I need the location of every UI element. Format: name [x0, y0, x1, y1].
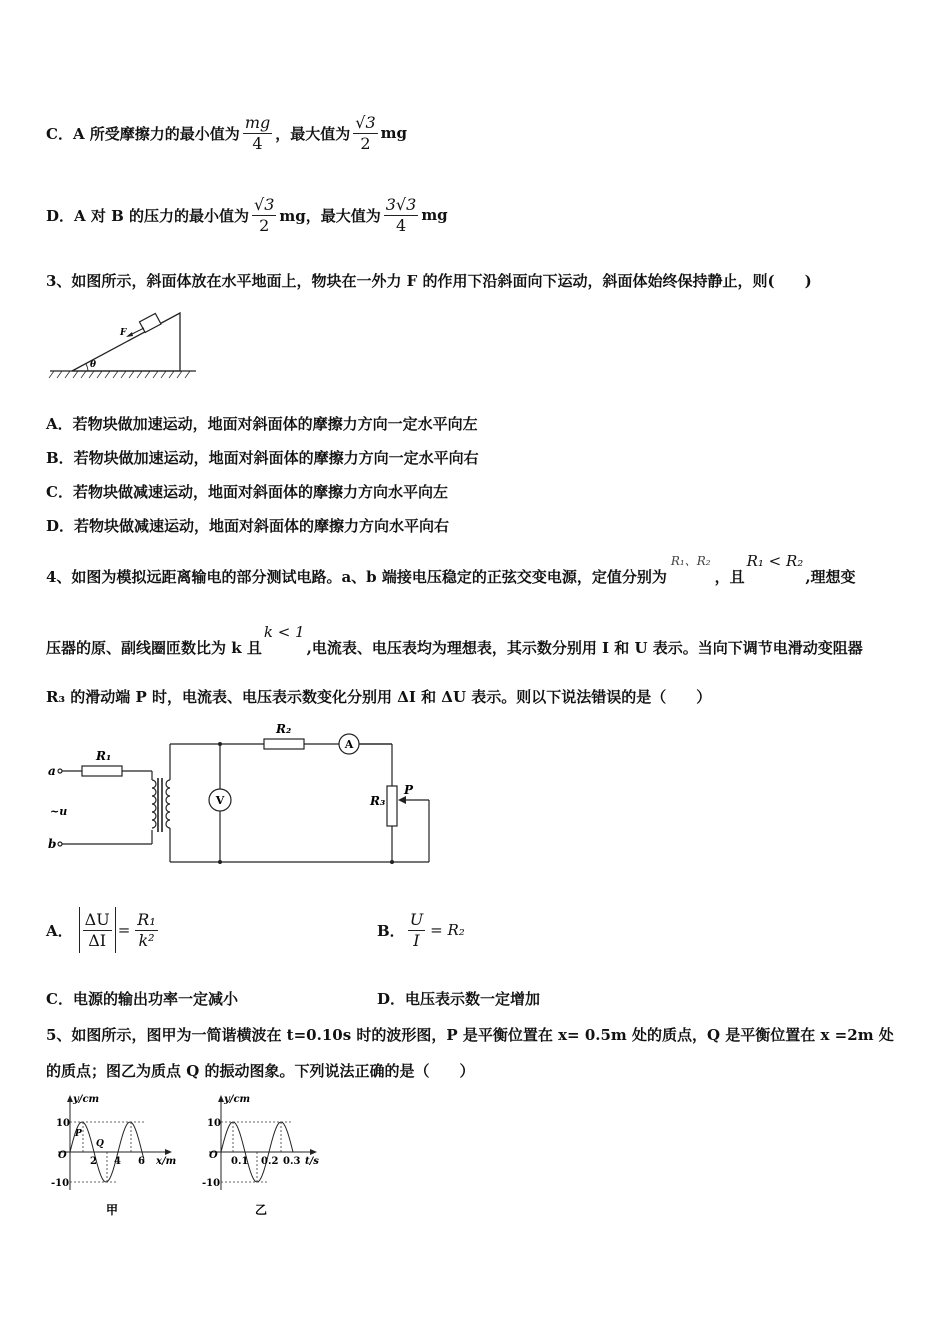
frac-numerator: √3 [254, 194, 275, 214]
ammeter-icon: A [344, 738, 354, 751]
q4-line2 [46, 623, 863, 659]
q4-option-b [377, 904, 465, 956]
q3-stem: 3、如图所示，斜面体放在水平地面上，物块在一外力 F 的作用下沿斜面向下运动，斜面体始终保持静止，则( ) [46, 272, 812, 290]
abs-bar-right [115, 907, 116, 953]
q5-vibration-graph [195, 1090, 330, 1220]
q4-option-a [46, 904, 161, 956]
frac-denominator: ΔI [88, 930, 107, 950]
q5-line1: 5、如图所示，图甲为一简谐横波在 t=0.10s 时的波形图，P 是平衡位置在 x= 0.5m 处的质点，Q 是平衡位置在 x =2m 处 [46, 1026, 894, 1044]
q4-option-a-label: A． [46, 921, 73, 940]
q4-r1r2: R₁、R₂ [670, 554, 711, 568]
q4-line1-end: ,理想变 [805, 568, 856, 586]
frac-denominator: 4 [252, 133, 263, 153]
frac-denominator: 2 [259, 215, 270, 235]
q4-condition: R₁ < R₂ [746, 552, 804, 570]
q2-option-c-frac1 [243, 113, 272, 154]
q2-option-d-tail: mg [421, 206, 448, 224]
point-p-label: P [75, 1129, 82, 1139]
point-q-label: Q [96, 1139, 104, 1149]
q4-line2-text: 压器的原、副线圈匝数比为 k 且 [46, 639, 262, 657]
q4-and: ，且 [714, 568, 745, 586]
q3-option-d: D．若物块做减速运动，地面对斜面体的摩擦力方向水平向右 [46, 517, 450, 535]
frac-denominator: 4 [395, 215, 407, 235]
wave-y-top-label: 10 [56, 1118, 70, 1129]
r1-label: R₁ [96, 749, 112, 763]
abs-bar-left [79, 907, 80, 953]
q2-option-c-label: C．A 所受摩擦力的最小值为 [46, 124, 240, 143]
wave-y-axis-label: y/cm [73, 1094, 100, 1105]
q4-option-c: C．电源的输出功率一定减小 [46, 990, 238, 1008]
q3-incline-figure [48, 305, 208, 383]
vib-y-axis-label: y/cm [224, 1094, 251, 1105]
q4-option-a-frac [83, 910, 112, 951]
wave-tick-2: 2 [90, 1156, 97, 1167]
frac-denominator: I [413, 930, 420, 950]
voltmeter-icon: V [215, 794, 225, 807]
slider-p-label: P [404, 783, 414, 797]
frac-numerator: √3 [355, 112, 376, 132]
q3-option-c: C．若物块做减速运动，地面对斜面体的摩擦力方向水平向左 [46, 483, 448, 501]
vib-x-axis-label: t/s [305, 1156, 319, 1167]
q2-option-d-label: D．A 对 B 的压力的最小值为 [46, 206, 249, 225]
vib-origin-label: O [209, 1150, 218, 1161]
terminal-a-label: a [48, 764, 56, 778]
q2-option-c [46, 108, 407, 158]
q4-option-d: D．电压表示数一定增加 [377, 990, 541, 1008]
q3-option-b: B．若物块做加速运动，地面对斜面体的摩擦力方向一定水平向右 [46, 449, 479, 467]
wave-y-bottom-label: -10 [51, 1178, 70, 1189]
force-label: F [120, 328, 127, 338]
frac-numerator: U [409, 909, 424, 929]
q2-option-c-frac2 [353, 113, 377, 154]
vib-tick-01: 0.1 [231, 1156, 249, 1167]
q4-option-b-eq: = R₂ [430, 921, 465, 939]
frac-numerator: R₁ [137, 909, 156, 929]
angle-label: θ [90, 360, 97, 370]
q5-line2: 的质点；图乙为质点 Q 的振动图象。下列说法正确的是（ ） [46, 1062, 475, 1080]
q2-option-d-frac2 [384, 195, 419, 236]
wave-x-axis-label: x/m [156, 1156, 177, 1167]
vib-y-bottom-label: -10 [202, 1178, 221, 1189]
q5-wave-graph [46, 1090, 181, 1220]
vib-y-top-label: 10 [207, 1118, 221, 1129]
wave-tick-4: 4 [114, 1156, 121, 1167]
r2-label: R₂ [276, 722, 292, 736]
wave-origin-label: O [58, 1150, 67, 1161]
wave-caption: 甲 [106, 1203, 119, 1217]
q3-option-a: A．若物块做加速运动，地面对斜面体的摩擦力方向一定水平向左 [46, 415, 478, 433]
q4-line1 [46, 552, 856, 588]
r3-label: R₃ [370, 794, 386, 808]
vib-tick-02: 0.2 [261, 1156, 279, 1167]
q4-line1-text: 4、如图为模拟远距离输电的部分测试电路。a、b 端接电压稳定的正弦交变电源，定值分别为 [46, 568, 667, 586]
q4-option-b-frac [408, 910, 425, 951]
vib-tick-03: 0.3 [283, 1156, 301, 1167]
q2-option-d-mid: mg，最大值为 [279, 206, 381, 225]
q2-option-c-tail: mg [380, 124, 407, 142]
vib-caption: 乙 [255, 1203, 268, 1217]
wave-tick-6: 6 [138, 1156, 145, 1167]
frac-denominator: k² [138, 930, 155, 950]
frac-denominator: 2 [360, 133, 371, 153]
terminal-b-label: b [48, 837, 57, 851]
frac-numerator: 3√3 [385, 194, 417, 214]
q4-option-b-label: B． [377, 921, 405, 940]
source-u-label: ~u [50, 805, 68, 818]
q4-circuit-figure [46, 718, 446, 868]
frac-numerator: mg [244, 112, 271, 132]
q4-option-a-rhs [135, 910, 157, 951]
q4-line3: R₃ 的滑动端 P 时，电流表、电压表示数变化分别用 ΔI 和 ΔU 表示。则以下说法错误的是（ ） [46, 688, 712, 706]
q2-option-d-frac1 [252, 195, 276, 236]
q2-option-c-mid: ，最大值为 [275, 124, 351, 143]
q4-option-a-eq: = [117, 921, 131, 939]
q4-k-condition: k < 1 [263, 623, 305, 641]
frac-numerator: ΔU [84, 909, 110, 929]
q2-option-d [46, 190, 448, 240]
q4-line2-end: ,电流表、电压表均为理想表，其示数分别用 I 和 U 表示。当向下调节电滑动变阻器 [306, 639, 863, 657]
